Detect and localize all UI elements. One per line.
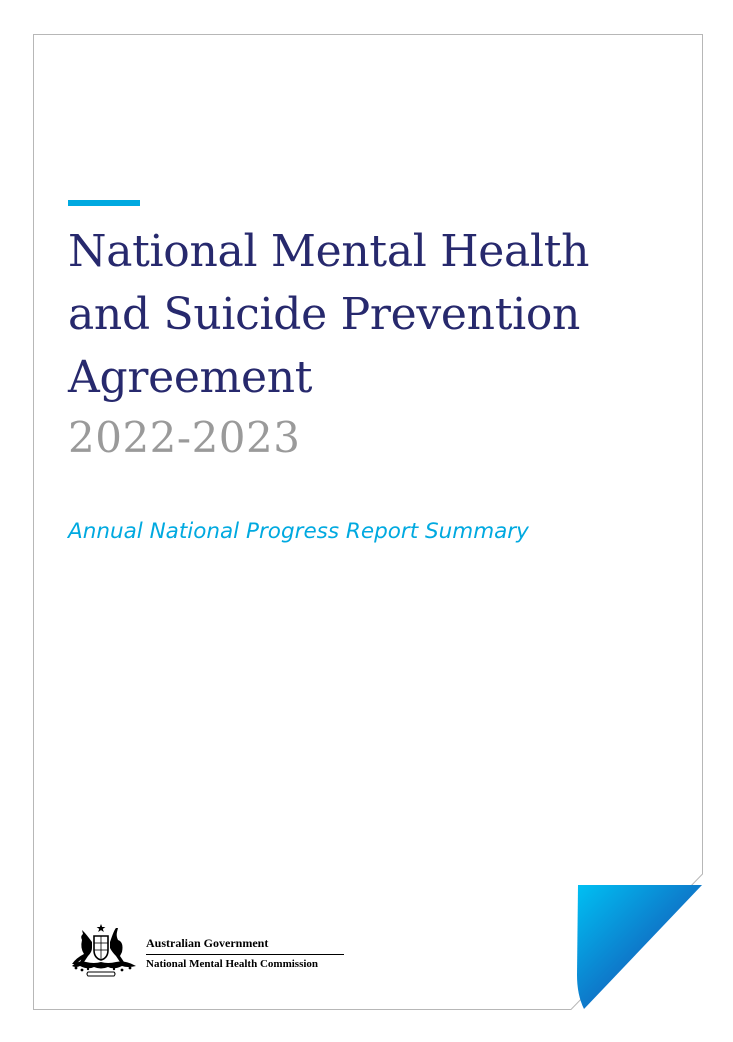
government-name: Australian Government <box>146 936 269 950</box>
document-cover-page <box>33 34 703 1010</box>
report-subtitle: Annual National Progress Report Summary <box>68 519 529 544</box>
coat-of-arms-icon <box>68 922 140 978</box>
report-year: 2022-2023 <box>68 413 301 462</box>
document-title: National Mental Health and Suicide Prevention Agreement <box>68 226 590 403</box>
logo-divider <box>146 954 344 955</box>
accent-bar <box>68 200 140 206</box>
government-logo <box>68 922 368 982</box>
page-curl-graphic <box>574 885 704 1010</box>
commission-name: National Mental Health Commission <box>146 958 319 970</box>
